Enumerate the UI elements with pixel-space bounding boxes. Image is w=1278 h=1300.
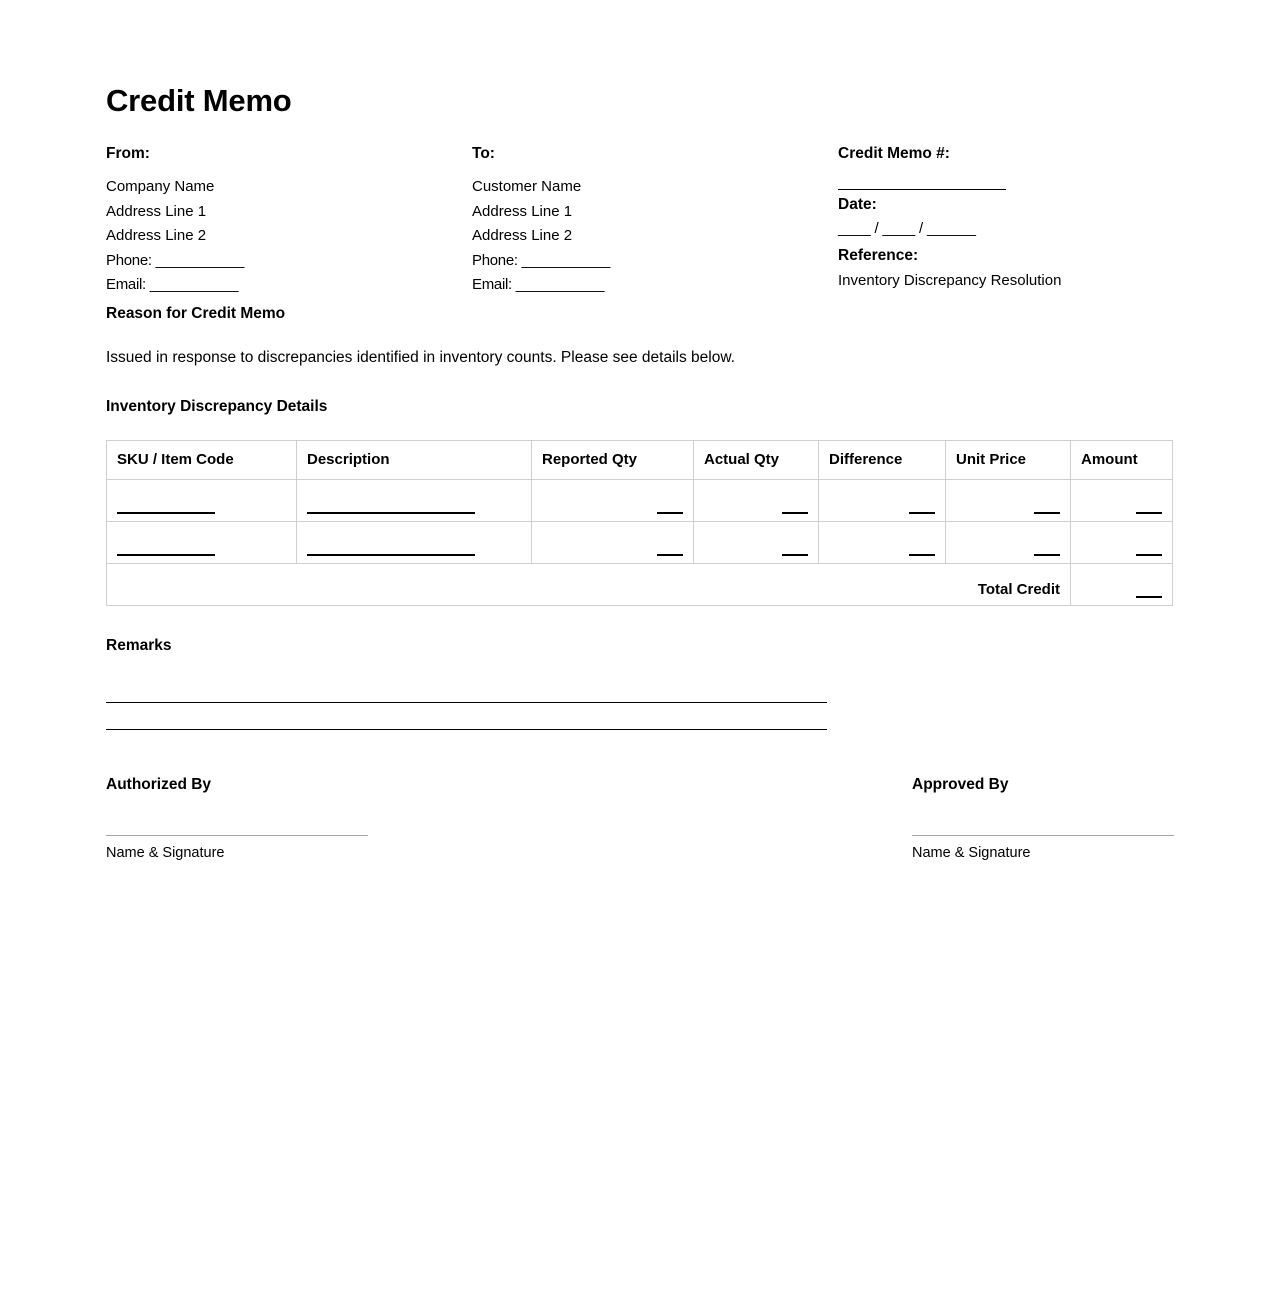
column-header-actual-qty: Actual Qty xyxy=(694,441,819,480)
cell-description[interactable] xyxy=(297,479,532,521)
signature-section xyxy=(106,776,1171,866)
difference-input[interactable] xyxy=(909,500,935,514)
inventory-discrepancy-table xyxy=(106,440,1173,606)
details-heading: Inventory Discrepancy Details xyxy=(106,397,328,415)
cell-reported-qty[interactable] xyxy=(532,479,694,521)
table-total-row xyxy=(107,563,1173,605)
cell-description[interactable] xyxy=(297,521,532,563)
date-field[interactable]: ____ / ____ / ______ xyxy=(838,220,976,238)
from-label: From: xyxy=(106,145,150,162)
from-company-name: Company Name xyxy=(106,178,215,196)
column-header-reported-qty: Reported Qty xyxy=(532,441,694,480)
approved-by-block xyxy=(912,776,1174,862)
approved-by-heading: Approved By xyxy=(912,776,1009,794)
column-header-difference: Difference xyxy=(819,441,946,480)
cell-amount[interactable] xyxy=(1071,521,1173,563)
actual-qty-input[interactable] xyxy=(782,500,808,514)
approved-by-signature-line[interactable] xyxy=(912,835,1174,836)
column-header-description: Description xyxy=(297,441,532,480)
total-credit-label: Total Credit xyxy=(107,563,1071,605)
cell-difference[interactable] xyxy=(819,521,946,563)
approved-by-caption: Name & Signature xyxy=(912,845,1031,862)
total-credit-input[interactable] xyxy=(1136,584,1162,598)
memo-meta-block xyxy=(838,145,1178,292)
description-input[interactable] xyxy=(307,542,475,556)
sku-input[interactable] xyxy=(117,500,215,514)
from-address-line-1: Address Line 1 xyxy=(106,202,207,220)
from-phone-field[interactable]: Phone: ___________ xyxy=(106,251,245,269)
page-title: Credit Memo xyxy=(106,83,292,118)
to-address-line-1: Address Line 1 xyxy=(472,202,573,220)
unit-price-input[interactable] xyxy=(1034,542,1060,556)
reference-value: Inventory Discrepancy Resolution xyxy=(838,271,1062,289)
cell-difference[interactable] xyxy=(819,479,946,521)
remarks-line-1[interactable] xyxy=(106,677,827,703)
cell-unit-price[interactable] xyxy=(946,479,1071,521)
unit-price-input[interactable] xyxy=(1034,500,1060,514)
column-header-amount: Amount xyxy=(1071,441,1173,480)
reason-heading: Reason for Credit Memo xyxy=(106,305,286,322)
reason-text: Issued in response to discrepancies identified in inventory counts. Please see details below. xyxy=(106,348,735,366)
remarks-line-2[interactable] xyxy=(106,703,827,730)
reference-label: Reference: xyxy=(838,247,919,265)
authorized-by-block xyxy=(106,776,368,862)
column-header-unit-price: Unit Price xyxy=(946,441,1071,480)
table-row xyxy=(107,521,1173,563)
cell-actual-qty[interactable] xyxy=(694,479,819,521)
cell-actual-qty[interactable] xyxy=(694,521,819,563)
to-phone-field[interactable]: Phone: ___________ xyxy=(472,251,611,269)
authorized-by-heading: Authorized By xyxy=(106,776,212,794)
amount-input[interactable] xyxy=(1136,500,1162,514)
from-block xyxy=(106,145,446,298)
authorized-by-caption: Name & Signature xyxy=(106,845,225,862)
cell-amount[interactable] xyxy=(1071,479,1173,521)
date-label: Date: xyxy=(838,195,877,213)
to-address-line-2: Address Line 2 xyxy=(472,227,573,245)
cell-reported-qty[interactable] xyxy=(532,521,694,563)
party-information-row xyxy=(106,145,1171,305)
column-header-sku: SKU / Item Code xyxy=(107,441,297,480)
from-email-field[interactable]: Email: ___________ xyxy=(106,276,239,294)
cell-unit-price[interactable] xyxy=(946,521,1071,563)
amount-input[interactable] xyxy=(1136,542,1162,556)
to-customer-name: Customer Name xyxy=(472,178,582,196)
authorized-by-signature-line[interactable] xyxy=(106,835,368,836)
reported-qty-input[interactable] xyxy=(657,542,683,556)
sku-input[interactable] xyxy=(117,542,215,556)
cell-sku[interactable] xyxy=(107,521,297,563)
to-email-field[interactable]: Email: ___________ xyxy=(472,276,605,294)
table-header-row xyxy=(107,441,1173,480)
description-input[interactable] xyxy=(307,500,475,514)
difference-input[interactable] xyxy=(909,542,935,556)
table-row xyxy=(107,479,1173,521)
cell-sku[interactable] xyxy=(107,479,297,521)
to-block xyxy=(472,145,812,298)
to-label: To: xyxy=(472,145,495,162)
reported-qty-input[interactable] xyxy=(657,500,683,514)
actual-qty-input[interactable] xyxy=(782,542,808,556)
from-address-line-2: Address Line 2 xyxy=(106,227,207,245)
credit-memo-number-field[interactable] xyxy=(838,168,1006,190)
cell-total-credit[interactable] xyxy=(1071,563,1173,605)
credit-memo-number-label: Credit Memo #: xyxy=(838,145,950,162)
remarks-heading: Remarks xyxy=(106,636,172,654)
remarks-section xyxy=(106,637,1171,731)
